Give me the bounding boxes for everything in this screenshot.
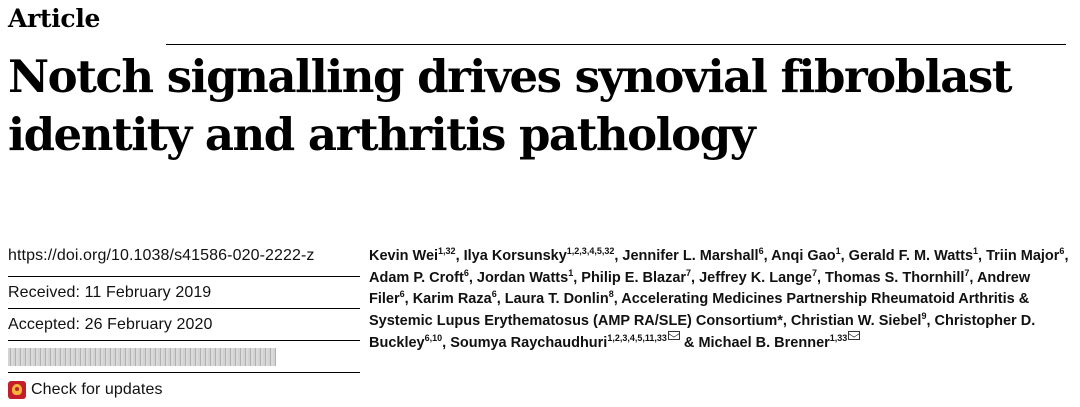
author-affiliation-refs: 6 xyxy=(758,246,764,257)
accepted-row xyxy=(8,308,360,340)
author-affiliation-refs: 1 xyxy=(835,246,841,257)
author-entry[interactable] xyxy=(369,248,456,264)
received-date: Received: 11 February 2019 xyxy=(8,283,212,301)
author-name[interactable]: Soumya Raychaudhuri xyxy=(450,335,608,352)
author-separator: , xyxy=(782,312,791,329)
author-entry[interactable] xyxy=(464,248,615,264)
redacted-block xyxy=(8,348,276,366)
author-name[interactable]: Ilya Korsunsky xyxy=(463,248,567,264)
author-name[interactable]: Jennifer L. Marshall xyxy=(622,248,759,264)
author-affiliation-refs: 1,32 xyxy=(438,246,456,257)
author-entry[interactable] xyxy=(986,248,1064,264)
author-entry[interactable] xyxy=(790,310,927,329)
author-affiliation-refs: 6 xyxy=(491,289,497,300)
author-affiliation-refs: 8 xyxy=(608,289,614,300)
author-entry[interactable] xyxy=(413,291,497,307)
author-name[interactable]: Accelerating Medicines Partnership Rheumatoid Arthritis & Systemic Lupus Erythematosus (AMP RA/SLE) Consortium* xyxy=(369,291,1030,329)
doi-link[interactable]: https://doi.org/10.1038/s41586-020-2222-z xyxy=(8,247,315,264)
author-name[interactable]: Philip E. Blazar xyxy=(581,269,687,286)
author-affiliation-refs: 1 xyxy=(973,246,979,257)
author-affiliation-refs: 6 xyxy=(399,289,405,300)
author-entry[interactable] xyxy=(699,267,817,286)
author-entry[interactable] xyxy=(505,291,614,307)
author-entry[interactable] xyxy=(369,267,469,286)
author-separator: , xyxy=(763,248,772,264)
author-entry[interactable] xyxy=(825,267,970,286)
check-for-updates[interactable] xyxy=(8,372,360,407)
author-name[interactable]: Christopher D. Buckley xyxy=(369,312,1036,352)
header-rule xyxy=(166,44,1066,45)
author-separator: , xyxy=(816,269,826,286)
article-type-label: Article xyxy=(8,4,101,33)
author-affiliation-refs: 1 xyxy=(568,267,574,278)
author-entry[interactable] xyxy=(849,248,978,264)
author-separator: , xyxy=(613,291,622,308)
author-affiliation-refs: 1,2,3,4,5,32 xyxy=(566,246,615,257)
author-name[interactable]: Gerald F. M. Watts xyxy=(848,248,974,264)
received-row xyxy=(8,276,360,308)
author-entry[interactable] xyxy=(771,248,840,264)
author-affiliation-refs: 7 xyxy=(964,267,970,278)
author-separator: , xyxy=(455,248,464,264)
author-name[interactable]: Jordan Watts xyxy=(476,269,569,286)
author-entry[interactable] xyxy=(698,335,860,351)
accepted-date: Accepted: 26 February 2020 xyxy=(8,315,213,333)
redacted-row xyxy=(8,340,360,372)
crossmark-icon xyxy=(8,381,26,399)
check-for-updates-label: Check for updates xyxy=(31,381,163,398)
email-icon[interactable] xyxy=(668,331,680,340)
author-entry[interactable] xyxy=(450,335,680,351)
author-name[interactable]: Jeffrey K. Lange xyxy=(699,269,812,286)
author-list xyxy=(369,246,1069,355)
author-separator: , xyxy=(468,269,477,286)
author-separator: , xyxy=(404,291,413,308)
author-name[interactable]: Adam P. Croft xyxy=(369,269,464,286)
author-separator: , xyxy=(691,269,700,286)
article-title: Notch signalling drives synovial fibroblast identity and arthritis pathology xyxy=(8,50,1012,161)
author-entry[interactable] xyxy=(581,267,692,286)
author-separator: , xyxy=(926,312,935,329)
author-name[interactable]: Andrew Filer xyxy=(369,269,1031,308)
author-entry[interactable] xyxy=(622,248,763,264)
author-name[interactable]: Karim Raza xyxy=(412,291,492,308)
author-affiliation-refs: 9 xyxy=(921,310,927,321)
author-name[interactable]: Michael B. Brenner xyxy=(698,335,830,352)
author-name[interactable]: Thomas S. Thornhill xyxy=(825,269,965,286)
author-separator: , xyxy=(573,269,582,286)
author-affiliation-refs: 6 xyxy=(1059,246,1065,257)
author-separator: , xyxy=(1064,248,1069,264)
author-affiliation-refs: 6 xyxy=(463,267,469,278)
author-name[interactable]: Kevin Wei xyxy=(369,248,439,264)
doi-row xyxy=(8,236,360,276)
author-name[interactable]: Christian W. Siebel xyxy=(790,312,922,329)
author-separator: , xyxy=(978,248,987,264)
author-separator: , xyxy=(442,335,451,352)
author-affiliation-refs: 6,10 xyxy=(424,333,443,344)
author-name[interactable]: Laura T. Donlin xyxy=(504,291,609,308)
author-separator: , xyxy=(614,248,623,264)
author-name[interactable]: Triin Major xyxy=(986,248,1060,264)
author-name[interactable]: Anqi Gao xyxy=(771,248,836,264)
author-entry[interactable] xyxy=(476,267,574,286)
email-icon[interactable] xyxy=(848,331,860,340)
author-affiliation-refs: 7 xyxy=(811,267,817,278)
article-metadata xyxy=(8,236,360,407)
author-affiliation-refs: 1,2,3,4,5,11,33 xyxy=(607,333,667,344)
author-separator: , xyxy=(496,291,505,308)
author-affiliation-refs: 1,33 xyxy=(829,333,848,344)
author-separator: , xyxy=(840,248,849,264)
author-separator: & xyxy=(679,335,699,352)
author-affiliation-refs: 7 xyxy=(686,267,692,278)
author-separator: , xyxy=(969,269,977,286)
